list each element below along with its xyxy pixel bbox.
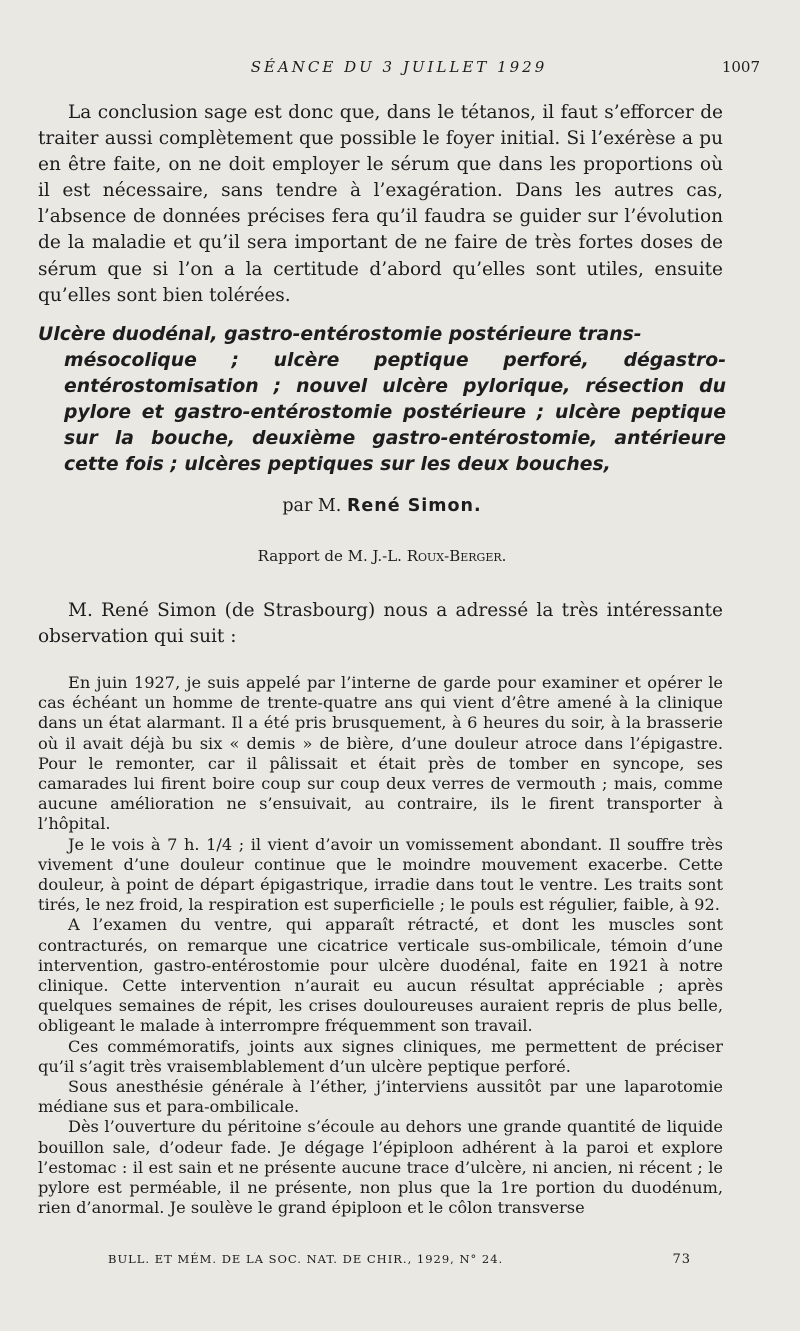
byline <box>38 496 726 516</box>
author-name: René Simon. <box>346 496 482 516</box>
observation-paragraph: Dès l’ouverture du péritoine s’écoule au dehors une grande quantité de liquide bouillon sale, d’odeur fade. Je dégage l’épiploon adhérent à la paroi et explore l’estomac : il est sain et ne présente aucune trace d’ulcère, ni ancien, ni récent ; le pylore est perméable, il ne présente, non plus que la 1re portion du duodénum, rien d’anormal. Je soulève le grand épiploon et le côlon transverse <box>38 1117 723 1218</box>
article-title <box>38 322 726 478</box>
observation-paragraph: Je le vois à 7 h. 1/4 ; il vient d’avoir un vomissement abondant. Il souffre très vivement d’une douleur continue que le moindre mouvement exacerbe. Cette douleur, à point de départ épigastrique, irradie dans tout le ventre. Les traits sont tirés, le nez froid, la respiration est superficielle ; le pouls est régulier, faible, à 92. <box>38 834 723 915</box>
observation-paragraph: A l’examen du ventre, qui apparaît rétracté, et dont les muscles sont contracturés, on remarque une cicatrice verticale sus-ombilicale, témoin d’une intervention, gastro-entérostomie pour ulcère duodénal, faite en 1921 à notre clinique. Cette intervention n’aurait eu aucun résultat appréciable ; après quelques semaines de répit, les crises douloureuses auraient repris de plus belle, obligeant le malade à interrompre fréquemment son travail. <box>38 915 723 1036</box>
observation-text <box>38 673 723 1218</box>
rapporteur-name: Roux-Berger. <box>406 547 507 565</box>
article-title-rest: mésocolique ; ulcère peptique perforé, dégastro-entérostomisation ; nouvel ulcère pylorique, résection du pylore et gastro-entérostomie postérieure ; ulcère peptique sur la bouche, deuxième gastro-entérostomie, antérieure cette fois ; ulcères peptiques sur les deux bouches, <box>64 350 726 475</box>
sheet-number: 73 <box>672 1252 691 1267</box>
rapport-prefix: Rapport de M. J.-L. <box>257 547 402 565</box>
observation-paragraph: Ces commémoratifs, joints aux signes cliniques, me permettent de préciser qu’il s’agit très vraisemblablement d’un ulcère peptique perforé. <box>38 1036 723 1076</box>
article-title-line-1: Ulcère duodénal, gastro-entérostomie postérieure trans- <box>38 324 642 345</box>
header-title: SÉANCE DU 3 JUILLET 1929 <box>250 58 548 76</box>
conclusion-paragraph: La conclusion sage est donc que, dans le tétanos, il faut s’efforcer de traiter aussi complètement que possible le foyer initial. Si l’exérèse a pu en être faite, on ne doit employer le sérum que dans les proportions où il est nécessaire, sans tendre à l’exagération. Dans les autres cas, l’absence de données précises fera qu’il faudra se guider sur l’évolution de la maladie et qu’il sera important de ne faire de très fortes doses de sérum que si l’on a la certitude d’abord qu’elles sont utiles, ensuite qu’elles sont bien tolérées. <box>38 102 723 306</box>
page-footer <box>38 1252 723 1272</box>
observation-paragraph: En juin 1927, je suis appelé par l’interne de garde pour examiner et opérer le cas échéant un homme de trente-quatre ans qui vient d’être amené à la clinique dans un état alarmant. Il a été pris brusquement, à 6 heures du soir, à la brasserie où il avait déjà bu six « demis » de bière, d’une douleur atroce dans l’épigastre. Pour le remonter, car il pâlissait et était près de tomber en syncope, ses camarades lui firent boire coup sur coup deux verres de vermouth ; mais, comme aucune amélioration ne s’ensuivait, au contraire, ils le firent transporter à l’hôpital. <box>38 673 723 834</box>
rapport-line <box>38 547 726 565</box>
running-header <box>38 58 760 82</box>
observation-paragraph: Sous anesthésie générale à l’éther, j’interviens aussitôt par une laparotomie médiane sus et para-ombilicale. <box>38 1077 723 1117</box>
page-number: 1007 <box>721 58 760 76</box>
byline-prefix: par M. <box>282 496 342 516</box>
journal-citation: BULL. ET MÉM. DE LA SOC. NAT. DE CHIR., 1929, N° 24. <box>108 1252 504 1266</box>
intro-paragraph: M. René Simon (de Strasbourg) nous a adressé la très intéressante observation qui suit : <box>38 600 723 648</box>
